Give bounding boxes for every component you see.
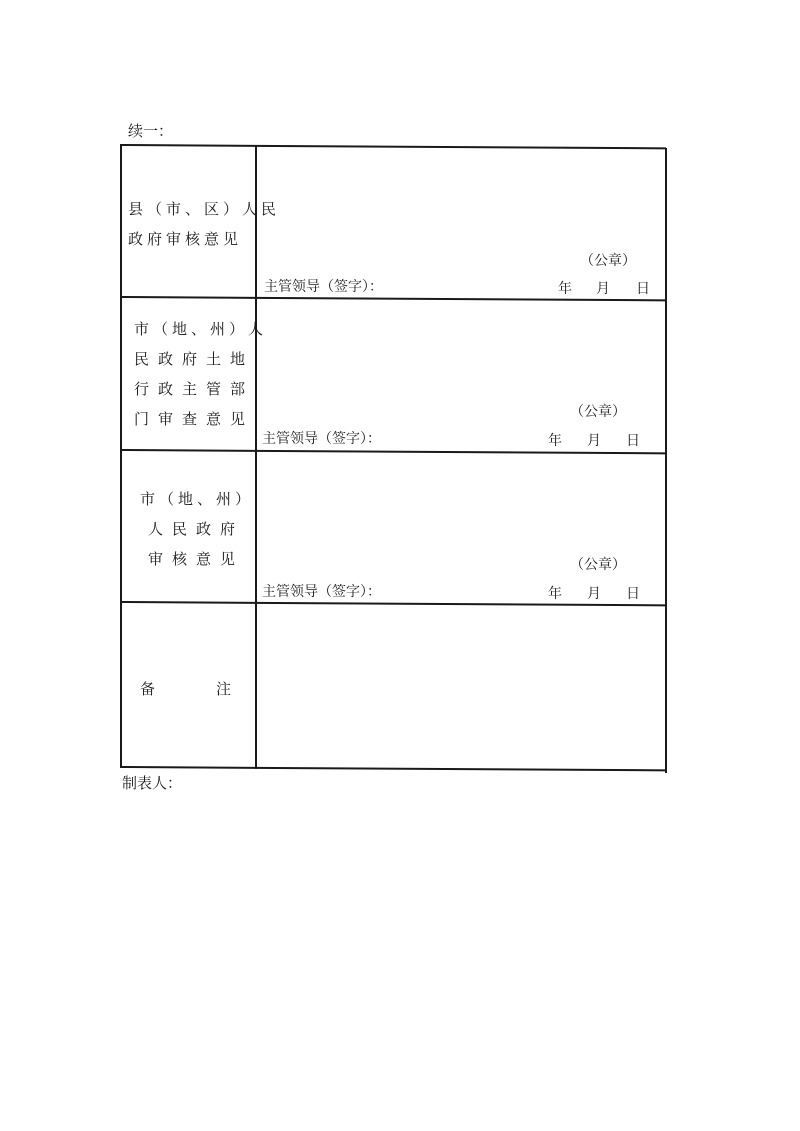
table-border-top xyxy=(120,144,666,149)
prepared-by-label: 制表人： xyxy=(122,774,183,792)
date-year: 年 xyxy=(558,281,572,297)
seal-label: （公章） xyxy=(570,557,626,573)
row-label-line: 审核意见 xyxy=(148,550,245,568)
date-month: 月 xyxy=(587,586,601,602)
row-label-line: 市（地、州） xyxy=(140,490,255,508)
table-column-divider xyxy=(255,145,257,769)
row-label-line: 行政主管部 xyxy=(134,380,255,398)
row-label-line: 市（地、州）人 xyxy=(134,320,268,338)
signer-label: 主管领导（签字）： xyxy=(262,431,381,447)
row-label-line: 人民政府 xyxy=(148,520,245,538)
date-year: 年 xyxy=(548,433,562,449)
remark-label-char: 注 xyxy=(216,680,232,698)
row-divider-3 xyxy=(120,601,666,606)
date-day: 日 xyxy=(626,586,640,602)
date-day: 日 xyxy=(626,433,640,449)
date-month: 月 xyxy=(587,433,601,449)
row-label-line: 门审查意见 xyxy=(134,410,255,428)
remark-label-char: 备 xyxy=(140,680,156,698)
row-label-line: 民政府土地 xyxy=(134,350,255,368)
row-divider-2 xyxy=(120,449,666,454)
signer-label: 主管领导（签字）： xyxy=(264,279,383,295)
row-divider-1 xyxy=(120,296,666,301)
table-border-left xyxy=(120,144,122,766)
row-label-line: 县（市、区）人民 xyxy=(128,200,281,218)
row-label-line: 政府审核意见 xyxy=(128,230,243,248)
date-year: 年 xyxy=(548,586,562,602)
table-border-right xyxy=(665,148,667,773)
signer-label: 主管领导（签字）： xyxy=(262,584,381,600)
seal-label: （公章） xyxy=(570,404,626,420)
seal-label: （公章） xyxy=(580,253,636,269)
table-border-bottom xyxy=(120,766,666,771)
date-month: 月 xyxy=(596,281,610,297)
date-day: 日 xyxy=(636,281,650,297)
continued-label: 续一： xyxy=(128,122,174,140)
